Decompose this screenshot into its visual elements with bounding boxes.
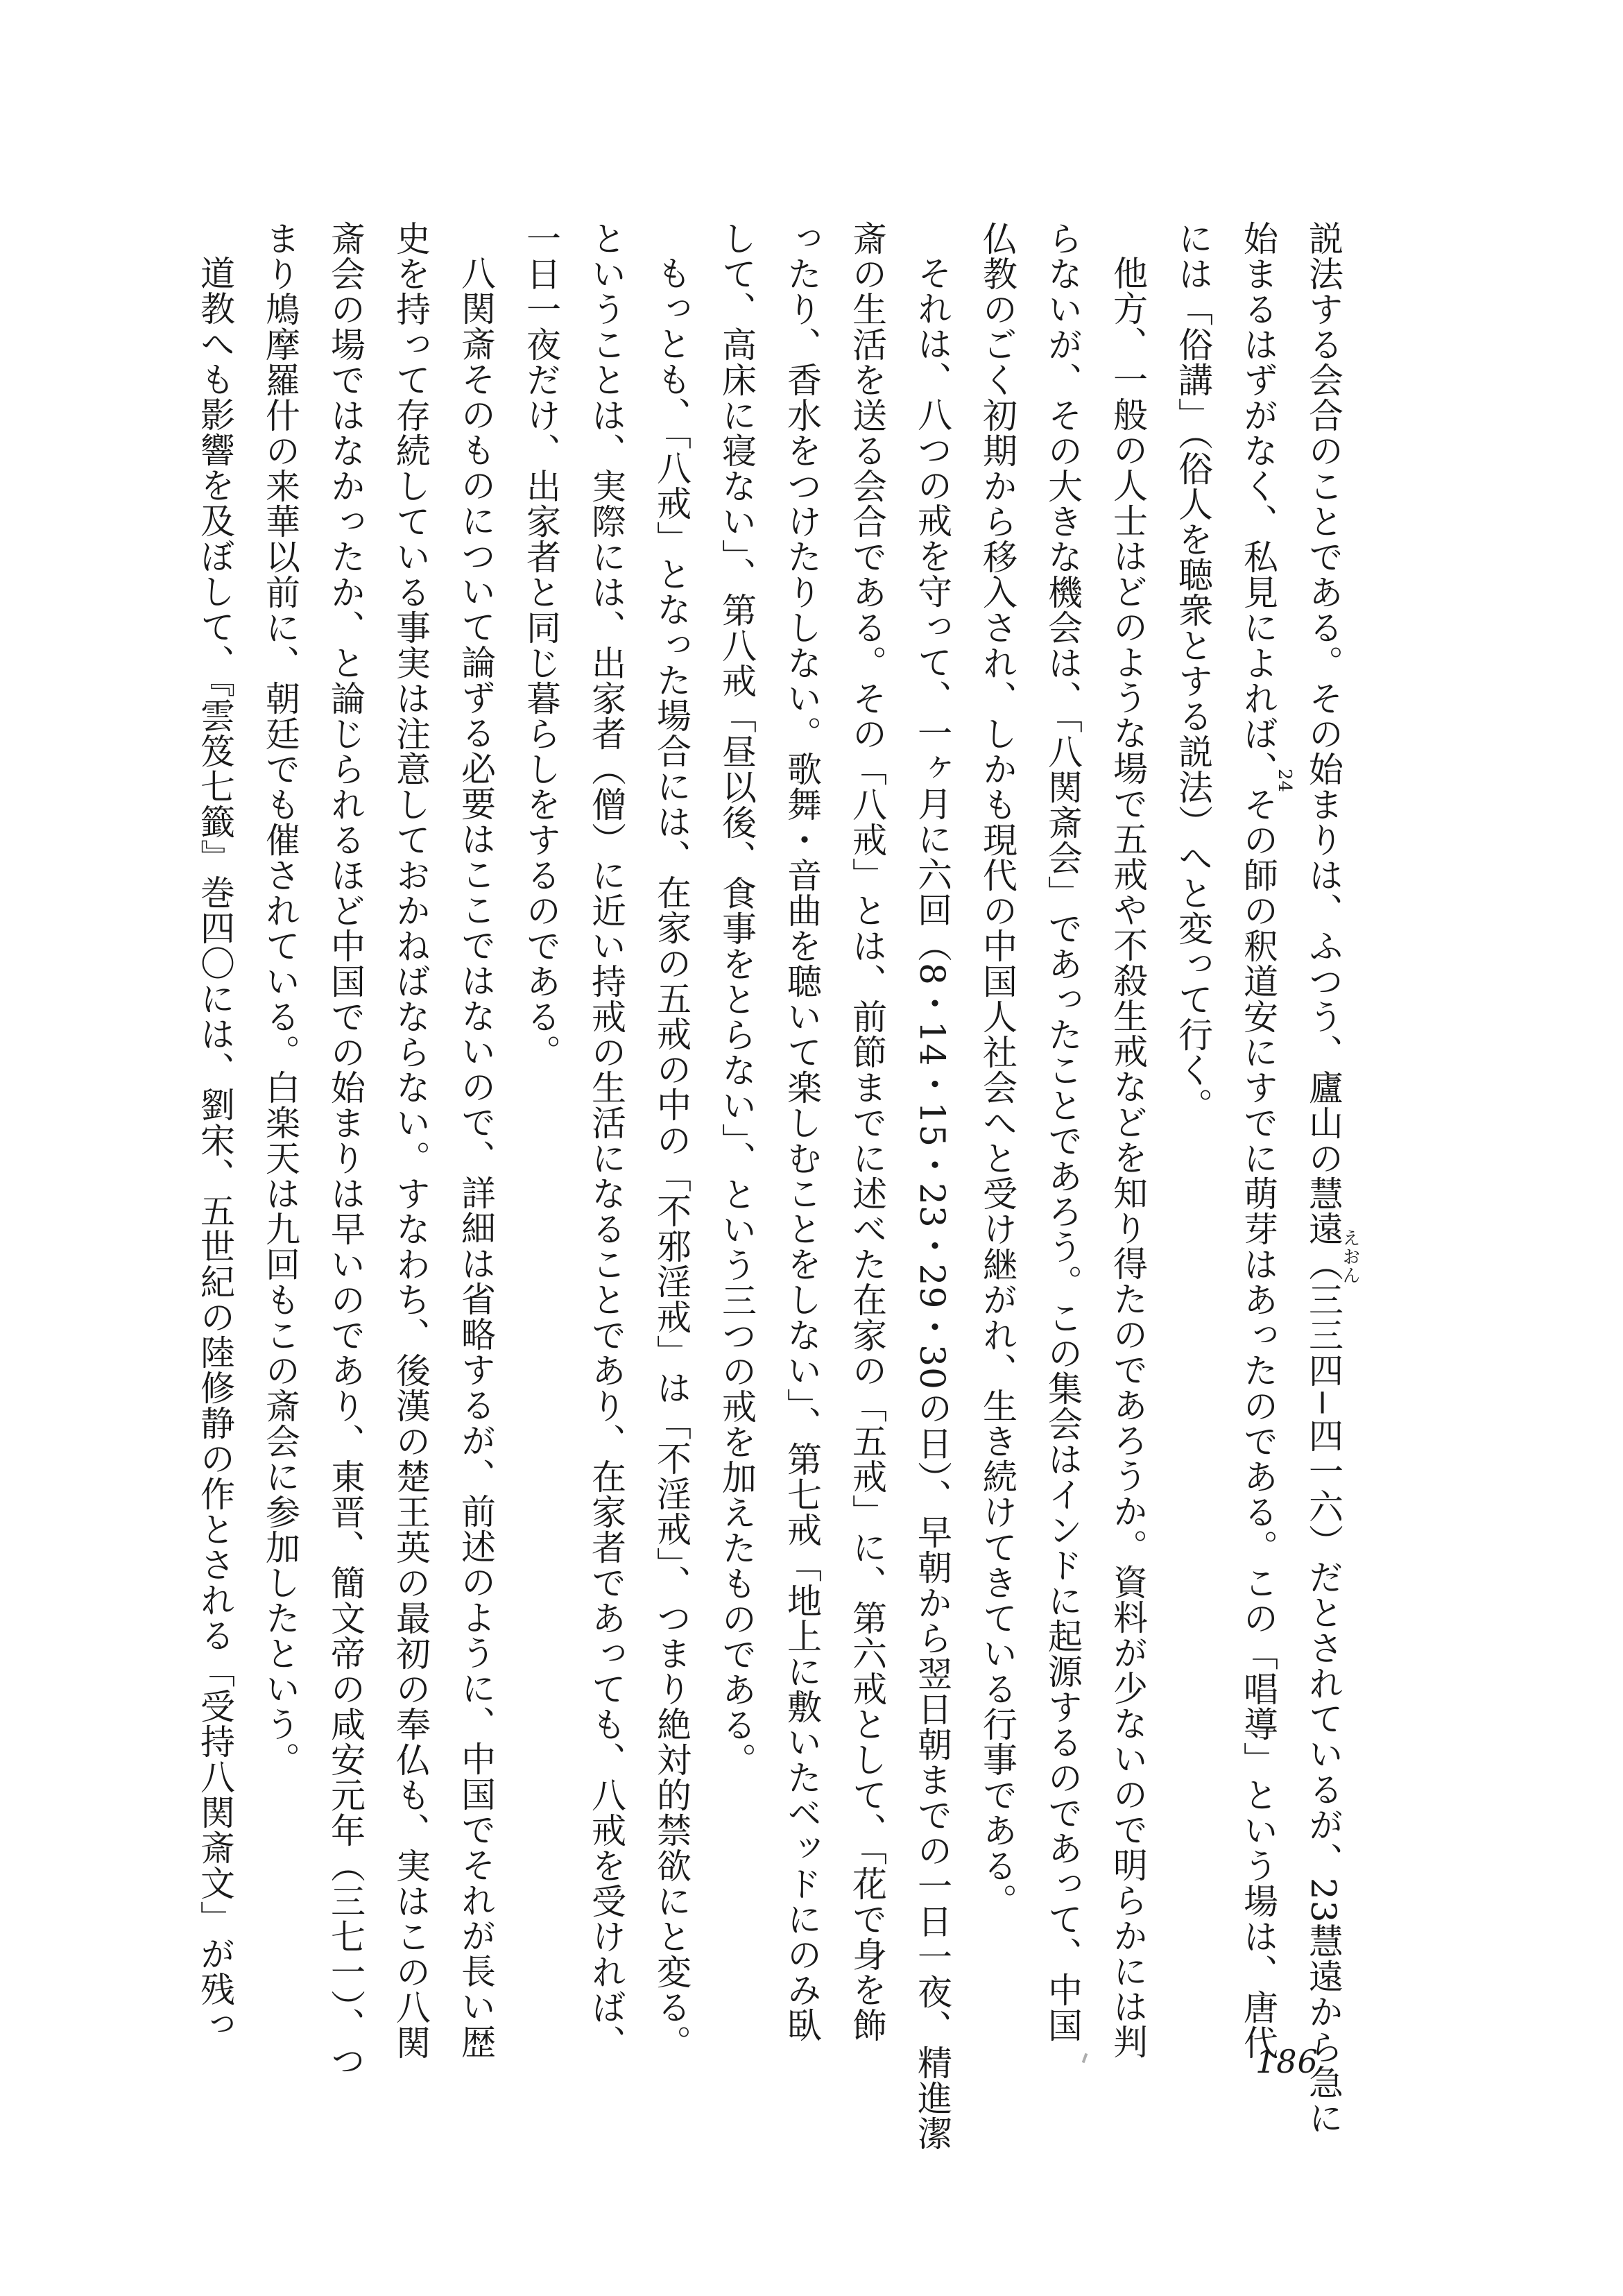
text-column: には「俗講」（俗人を聴衆とする説法）へと変って行く。 (1173, 221, 1213, 1123)
text-column: 仏教のごく初期から移入され、しかも現代の中国人社会へと受け継がれ、生き続けてきている行事である。 (977, 221, 1017, 1919)
text-column: 八関斎そのものについて論ずる必要はここではないので、詳細は省略するが、前述のように、中国でそれが長い歴 (456, 255, 496, 2059)
scan-speck (1082, 2053, 1088, 2064)
text-column: ったり、香水をつけたりしない。歌舞・音曲を聴いて楽しむことをしない」、第七戒「地上に敷いたベッドにのみ臥 (782, 221, 822, 2043)
text-column: まり鳩摩羅什の来華以前に、朝廷でも催されている。白楽天は九回もこの斎会に参加したという。 (260, 221, 300, 1777)
text-column: 一日一夜だけ、出家者と同じ暮らしをするのである。 (521, 221, 561, 1070)
text-column: 他方、一般の人士はどのような場で五戒や不殺生戒などを知り得たのであろうか。資料が少ないので明らかには判 (1108, 255, 1148, 2059)
text-column: 始まるはずがなく、私見によれば、24その師の釈道安にすでに萌芽はあったのである。この「唱導」という場は、唐代 (1238, 221, 1295, 2060)
text-column: 説法する会合のことである。その始まりは、ふつう、廬山の慧遠えおん（三三四−四一六）だとされているが、23慧遠から急に (1303, 221, 1360, 2136)
page-number: 186 (1255, 2043, 1319, 2080)
text-column: 斎の生活を送る会合である。その「八戒」とは、前節までに述べた在家の「五戒」に、第六戒として、「花で身を飾 (847, 221, 887, 2043)
text-column: それは、八つの戒を守って、一ヶ月に六回（8・14・15・23・29・30の日）、早朝から翌日朝までの一日一夜、精進潔 (912, 255, 952, 2151)
text-column: して、高床に寝ない」、第八戒「昼以後、食事をとらない」、という三つの戒を加えたものである。 (716, 221, 757, 1778)
text-column: らないが、その大きな機会は、「八関斎会」であったことであろう。この集会はインドに起源するのであって、中国 (1042, 221, 1083, 2043)
text-column: ということは、実際には、出家者（僧）に近い持戒の生活になることであり、在家者であっても、八戒を受ければ、 (586, 221, 626, 2060)
text-column: 斎会の場ではなかったか、と論じられるほど中国での始まりは早いのであり、東晋、簡文帝の咸安元年（三七一）、つ (325, 221, 366, 2078)
text-column: 史を持って存続している事実は注意しておかねばならない。すなわち、後漢の楚王英の最初の奉仏も、実はこの八関 (390, 221, 431, 2060)
text-column: もっとも、「八戒」となった場合には、在家の五戒の中の「不邪淫戒」は「不淫戒」、つまり絶対的禁欲にと変る。 (651, 255, 692, 2060)
text-column: 道教へも影響を及ぼして、『雲笈七籤』巻四〇には、劉宋、五世紀の陸修静の作とされる「受持八関斎文」が残っ (195, 255, 235, 2042)
